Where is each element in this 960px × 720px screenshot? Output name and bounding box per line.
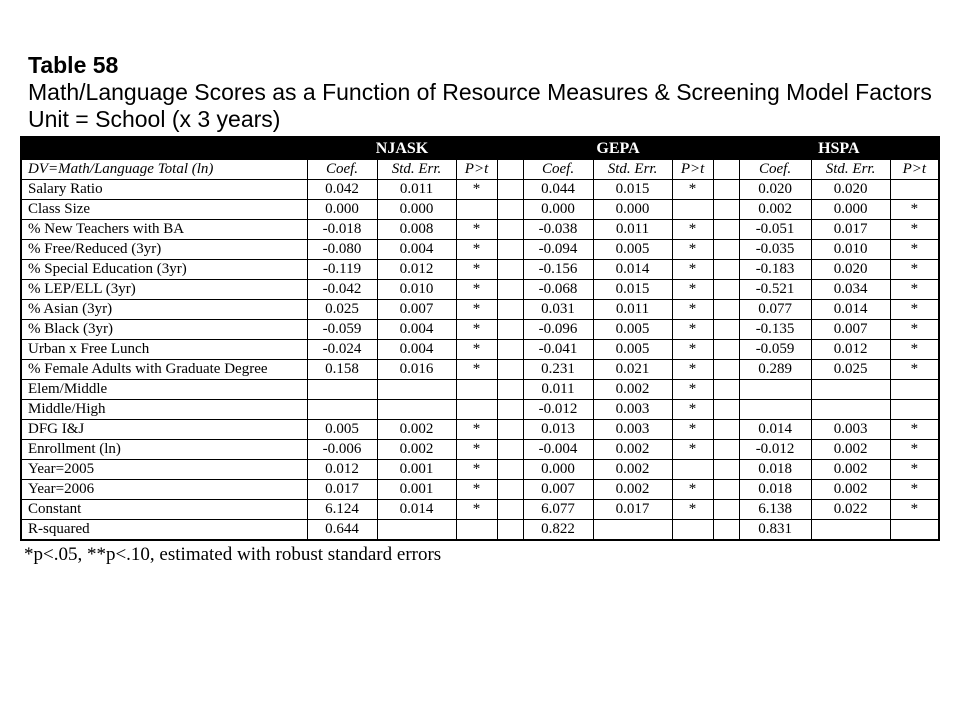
value-cell: *: [672, 320, 713, 340]
value-cell: 0.015: [593, 180, 672, 200]
spacer-cell: [713, 460, 739, 480]
spacer-cell: [713, 440, 739, 460]
value-cell: *: [672, 360, 713, 380]
spacer-cell: [713, 520, 739, 541]
spacer-cell: [497, 180, 523, 200]
value-cell: -0.035: [739, 240, 811, 260]
group-header-blank: [21, 137, 307, 160]
value-cell: [307, 400, 377, 420]
spacer-cell: [497, 340, 523, 360]
row-label: Constant: [21, 500, 307, 520]
table-row: [21, 360, 939, 380]
value-cell: *: [890, 440, 939, 460]
value-cell: *: [890, 280, 939, 300]
value-cell: 0.002: [811, 460, 890, 480]
value-cell: [672, 460, 713, 480]
column-header-row: [21, 160, 939, 180]
value-cell: *: [456, 280, 497, 300]
group-header-gepa: GEPA: [523, 137, 713, 160]
value-cell: 0.831: [739, 520, 811, 541]
value-cell: 0.011: [523, 380, 593, 400]
value-cell: *: [672, 300, 713, 320]
table-row: [21, 520, 939, 541]
value-cell: 6.138: [739, 500, 811, 520]
value-cell: -0.024: [307, 340, 377, 360]
spacer-cell: [497, 137, 523, 160]
spacer-cell: [497, 280, 523, 300]
col-header-coef-hspa: Coef.: [739, 160, 811, 180]
value-cell: [890, 380, 939, 400]
spacer-cell: [713, 260, 739, 280]
spacer-cell: [497, 320, 523, 340]
value-cell: -0.096: [523, 320, 593, 340]
value-cell: *: [456, 480, 497, 500]
row-label: R-squared: [21, 520, 307, 541]
row-label: % New Teachers with BA: [21, 220, 307, 240]
value-cell: 0.004: [377, 340, 456, 360]
value-cell: *: [890, 240, 939, 260]
value-cell: 0.016: [377, 360, 456, 380]
value-cell: [811, 520, 890, 541]
table-row: [21, 240, 939, 260]
value-cell: *: [456, 460, 497, 480]
value-cell: 0.002: [593, 380, 672, 400]
value-cell: *: [672, 380, 713, 400]
value-cell: [890, 400, 939, 420]
value-cell: [377, 400, 456, 420]
value-cell: 0.017: [307, 480, 377, 500]
table-row: [21, 320, 939, 340]
col-header-coef-njask: Coef.: [307, 160, 377, 180]
value-cell: 0.014: [593, 260, 672, 280]
row-label: Middle/High: [21, 400, 307, 420]
value-cell: -0.041: [523, 340, 593, 360]
value-cell: *: [672, 440, 713, 460]
dv-label: DV=Math/Language Total (ln): [21, 160, 307, 180]
value-cell: 0.022: [811, 500, 890, 520]
value-cell: 0.020: [811, 180, 890, 200]
value-cell: -0.156: [523, 260, 593, 280]
spacer-cell: [713, 380, 739, 400]
value-cell: 0.000: [593, 200, 672, 220]
row-label: Urban x Free Lunch: [21, 340, 307, 360]
col-header-pt-gepa: P>t: [672, 160, 713, 180]
table-row: [21, 260, 939, 280]
value-cell: *: [456, 320, 497, 340]
value-cell: 0.644: [307, 520, 377, 541]
value-cell: 0.002: [377, 440, 456, 460]
value-cell: *: [672, 240, 713, 260]
value-cell: -0.012: [523, 400, 593, 420]
row-label: % Female Adults with Graduate Degree: [21, 360, 307, 380]
value-cell: 0.001: [377, 480, 456, 500]
value-cell: [377, 520, 456, 541]
value-cell: 0.044: [523, 180, 593, 200]
value-cell: 0.002: [593, 460, 672, 480]
value-cell: *: [456, 420, 497, 440]
value-cell: 0.005: [307, 420, 377, 440]
table-row: [21, 380, 939, 400]
group-header-hspa: HSPA: [739, 137, 939, 160]
value-cell: 0.013: [523, 420, 593, 440]
value-cell: -0.094: [523, 240, 593, 260]
row-label: Year=2005: [21, 460, 307, 480]
value-cell: 0.012: [377, 260, 456, 280]
value-cell: *: [456, 260, 497, 280]
value-cell: [739, 400, 811, 420]
value-cell: -0.059: [739, 340, 811, 360]
spacer-cell: [713, 480, 739, 500]
value-cell: *: [890, 260, 939, 280]
row-label: Class Size: [21, 200, 307, 220]
value-cell: *: [672, 220, 713, 240]
spacer-cell: [713, 160, 739, 180]
value-cell: *: [890, 500, 939, 520]
value-cell: 0.014: [377, 500, 456, 520]
table-row: [21, 480, 939, 500]
value-cell: *: [890, 320, 939, 340]
value-cell: *: [456, 500, 497, 520]
value-cell: 0.018: [739, 460, 811, 480]
value-cell: 0.014: [811, 300, 890, 320]
spacer-cell: [713, 340, 739, 360]
value-cell: [739, 380, 811, 400]
row-label: Year=2006: [21, 480, 307, 500]
value-cell: 0.003: [593, 400, 672, 420]
spacer-cell: [713, 500, 739, 520]
spacer-cell: [713, 137, 739, 160]
value-cell: 0.007: [811, 320, 890, 340]
value-cell: 0.158: [307, 360, 377, 380]
table-title: Math/Language Scores as a Function of Resource Measures & Screening Model Factors: [28, 79, 932, 105]
value-cell: 0.010: [811, 240, 890, 260]
col-header-stderr-njask: Std. Err.: [377, 160, 456, 180]
title-block: [28, 52, 934, 133]
spacer-cell: [497, 420, 523, 440]
value-cell: *: [890, 360, 939, 380]
value-cell: 0.001: [377, 460, 456, 480]
value-cell: 0.034: [811, 280, 890, 300]
value-cell: 0.020: [811, 260, 890, 280]
spacer-cell: [713, 360, 739, 380]
row-label: % Special Education (3yr): [21, 260, 307, 280]
value-cell: 6.124: [307, 500, 377, 520]
value-cell: -0.119: [307, 260, 377, 280]
value-cell: -0.521: [739, 280, 811, 300]
value-cell: 0.002: [593, 480, 672, 500]
spacer-cell: [713, 320, 739, 340]
value-cell: *: [456, 180, 497, 200]
spacer-cell: [713, 400, 739, 420]
value-cell: 0.007: [523, 480, 593, 500]
table-row: [21, 200, 939, 220]
value-cell: *: [890, 460, 939, 480]
value-cell: 0.000: [523, 200, 593, 220]
value-cell: 0.010: [377, 280, 456, 300]
col-header-coef-gepa: Coef.: [523, 160, 593, 180]
value-cell: 0.000: [523, 460, 593, 480]
results-table: [20, 136, 940, 541]
value-cell: [890, 180, 939, 200]
value-cell: *: [890, 220, 939, 240]
value-cell: 0.077: [739, 300, 811, 320]
spacer-cell: [713, 300, 739, 320]
table-row: [21, 440, 939, 460]
value-cell: 0.289: [739, 360, 811, 380]
value-cell: *: [456, 240, 497, 260]
col-header-stderr-hspa: Std. Err.: [811, 160, 890, 180]
value-cell: 0.002: [811, 480, 890, 500]
value-cell: *: [890, 200, 939, 220]
value-cell: 0.011: [593, 220, 672, 240]
value-cell: *: [672, 400, 713, 420]
value-cell: 0.003: [593, 420, 672, 440]
value-cell: 0.020: [739, 180, 811, 200]
row-label: Salary Ratio: [21, 180, 307, 200]
value-cell: 0.012: [307, 460, 377, 480]
row-label: DFG I&J: [21, 420, 307, 440]
value-cell: 0.822: [523, 520, 593, 541]
value-cell: 0.011: [377, 180, 456, 200]
value-cell: 0.005: [593, 320, 672, 340]
spacer-cell: [713, 240, 739, 260]
col-header-stderr-gepa: Std. Err.: [593, 160, 672, 180]
value-cell: 0.031: [523, 300, 593, 320]
spacer-cell: [497, 400, 523, 420]
spacer-cell: [497, 500, 523, 520]
value-cell: 0.002: [593, 440, 672, 460]
value-cell: 0.011: [593, 300, 672, 320]
spacer-cell: [497, 440, 523, 460]
value-cell: 0.000: [811, 200, 890, 220]
spacer-cell: [713, 220, 739, 240]
row-label: % Black (3yr): [21, 320, 307, 340]
value-cell: -0.051: [739, 220, 811, 240]
value-cell: -0.018: [307, 220, 377, 240]
value-cell: *: [672, 480, 713, 500]
value-cell: 0.000: [377, 200, 456, 220]
value-cell: 0.004: [377, 320, 456, 340]
spacer-cell: [497, 380, 523, 400]
spacer-cell: [713, 180, 739, 200]
table-row: [21, 340, 939, 360]
value-cell: 6.077: [523, 500, 593, 520]
value-cell: 0.014: [739, 420, 811, 440]
table-row: [21, 500, 939, 520]
value-cell: [593, 520, 672, 541]
value-cell: -0.183: [739, 260, 811, 280]
value-cell: 0.003: [811, 420, 890, 440]
spacer-cell: [497, 520, 523, 541]
table-row: [21, 280, 939, 300]
value-cell: *: [890, 340, 939, 360]
spacer-cell: [497, 240, 523, 260]
spacer-cell: [497, 480, 523, 500]
spacer-cell: [497, 360, 523, 380]
table-row: [21, 220, 939, 240]
unit-line: Unit = School (x 3 years): [28, 106, 281, 132]
value-cell: 0.018: [739, 480, 811, 500]
value-cell: 0.015: [593, 280, 672, 300]
value-cell: *: [890, 300, 939, 320]
spacer-cell: [497, 200, 523, 220]
value-cell: -0.038: [523, 220, 593, 240]
spacer-cell: [497, 160, 523, 180]
value-cell: -0.068: [523, 280, 593, 300]
col-header-pt-hspa: P>t: [890, 160, 939, 180]
spacer-cell: [713, 280, 739, 300]
value-cell: -0.059: [307, 320, 377, 340]
spacer-cell: [497, 260, 523, 280]
footnote: *p<.05, **p<.10, estimated with robust standard errors: [24, 544, 442, 565]
value-cell: 0.025: [307, 300, 377, 320]
row-label: Elem/Middle: [21, 380, 307, 400]
value-cell: *: [672, 280, 713, 300]
group-header-row: [21, 137, 939, 160]
value-cell: 0.005: [593, 340, 672, 360]
value-cell: -0.006: [307, 440, 377, 460]
value-cell: 0.012: [811, 340, 890, 360]
value-cell: *: [456, 220, 497, 240]
row-label: Enrollment (ln): [21, 440, 307, 460]
value-cell: *: [672, 420, 713, 440]
value-cell: -0.012: [739, 440, 811, 460]
value-cell: [377, 380, 456, 400]
spacer-cell: [497, 220, 523, 240]
value-cell: 0.231: [523, 360, 593, 380]
value-cell: [672, 520, 713, 541]
value-cell: [890, 520, 939, 541]
spacer-cell: [713, 420, 739, 440]
spacer-cell: [497, 460, 523, 480]
value-cell: 0.042: [307, 180, 377, 200]
value-cell: 0.021: [593, 360, 672, 380]
value-cell: *: [456, 440, 497, 460]
value-cell: -0.135: [739, 320, 811, 340]
value-cell: -0.004: [523, 440, 593, 460]
row-label: % Free/Reduced (3yr): [21, 240, 307, 260]
table-row: [21, 420, 939, 440]
value-cell: 0.017: [811, 220, 890, 240]
value-cell: *: [672, 260, 713, 280]
spacer-cell: [713, 200, 739, 220]
value-cell: *: [672, 180, 713, 200]
value-cell: 0.008: [377, 220, 456, 240]
value-cell: 0.002: [377, 420, 456, 440]
table-row: [21, 300, 939, 320]
value-cell: *: [890, 480, 939, 500]
value-cell: *: [456, 300, 497, 320]
value-cell: *: [672, 340, 713, 360]
value-cell: -0.080: [307, 240, 377, 260]
value-cell: [811, 400, 890, 420]
row-label: % LEP/ELL (3yr): [21, 280, 307, 300]
value-cell: [307, 380, 377, 400]
value-cell: *: [456, 340, 497, 360]
value-cell: *: [890, 420, 939, 440]
col-header-pt-njask: P>t: [456, 160, 497, 180]
value-cell: [456, 200, 497, 220]
table-row: [21, 400, 939, 420]
table-row: [21, 180, 939, 200]
value-cell: 0.007: [377, 300, 456, 320]
value-cell: 0.005: [593, 240, 672, 260]
value-cell: [456, 520, 497, 541]
value-cell: [456, 400, 497, 420]
table-number: Table 58: [28, 52, 119, 78]
value-cell: *: [672, 500, 713, 520]
spacer-cell: [497, 300, 523, 320]
table-body: [21, 180, 939, 541]
value-cell: *: [456, 360, 497, 380]
value-cell: [456, 380, 497, 400]
value-cell: 0.004: [377, 240, 456, 260]
value-cell: [672, 200, 713, 220]
row-label: % Asian (3yr): [21, 300, 307, 320]
value-cell: -0.042: [307, 280, 377, 300]
value-cell: 0.017: [593, 500, 672, 520]
table-row: [21, 460, 939, 480]
value-cell: 0.002: [811, 440, 890, 460]
value-cell: 0.002: [739, 200, 811, 220]
value-cell: 0.000: [307, 200, 377, 220]
group-header-njask: NJASK: [307, 137, 497, 160]
value-cell: 0.025: [811, 360, 890, 380]
value-cell: [811, 380, 890, 400]
